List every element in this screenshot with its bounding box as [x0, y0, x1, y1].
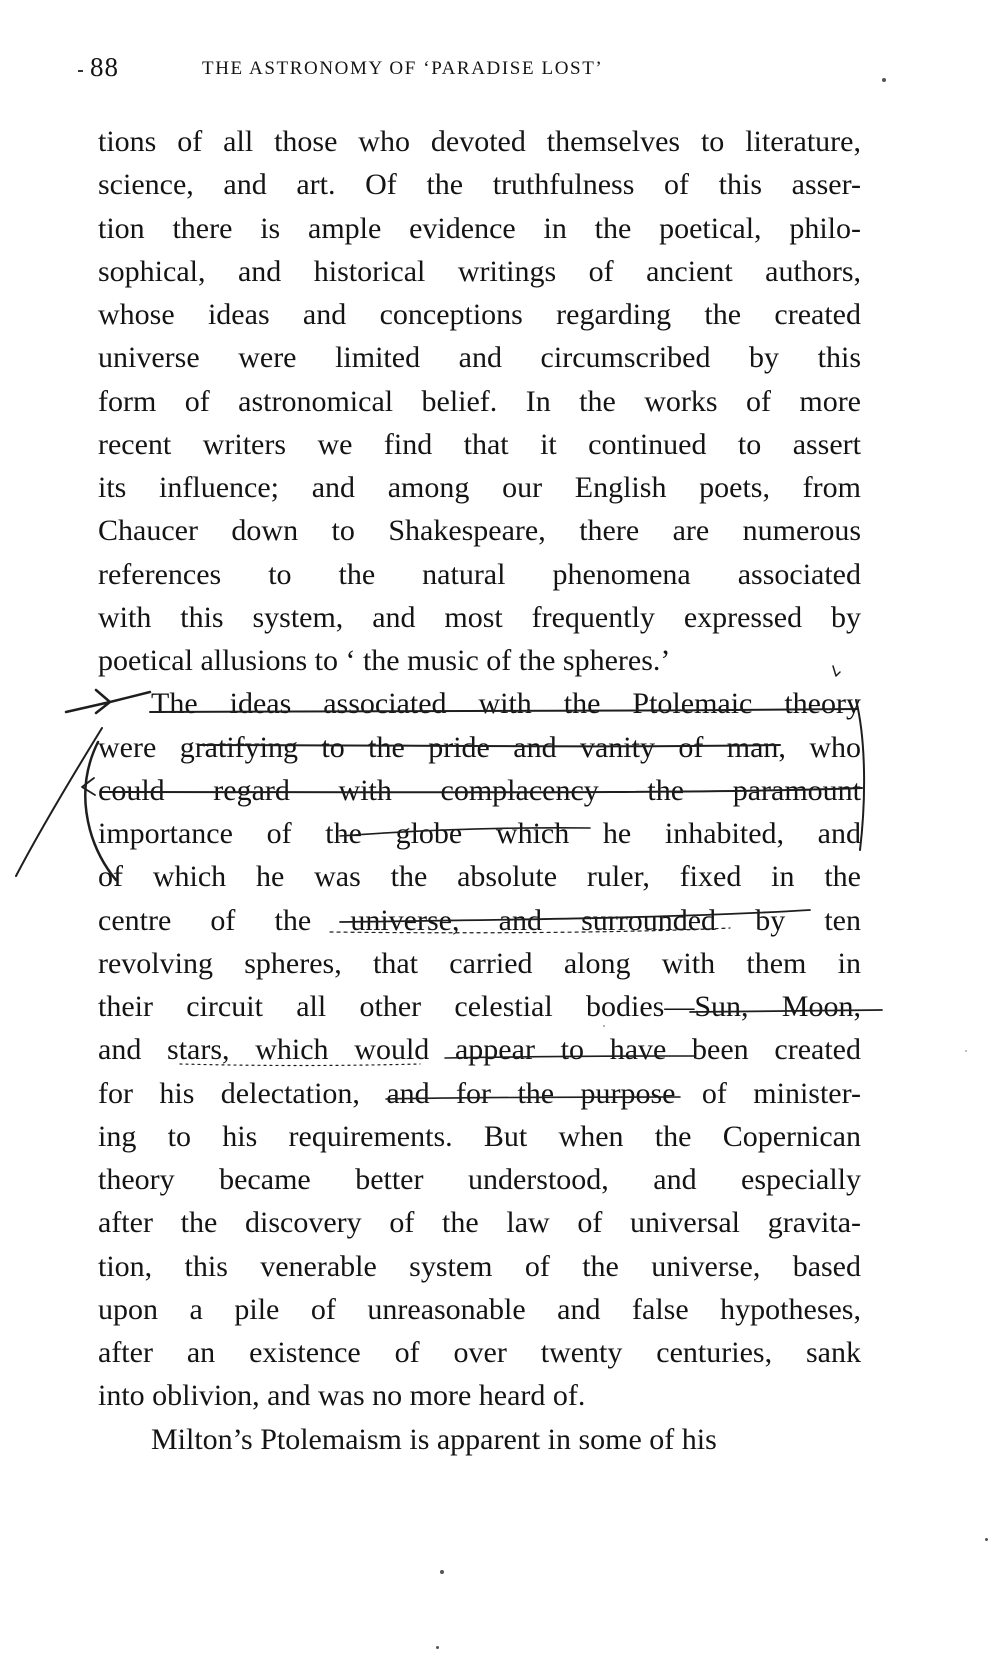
text-line: after the discovery of the law of universal gravita-: [98, 1206, 861, 1240]
text-line: centre of the universe, and surrounded by ten: [98, 903, 861, 937]
text-line: tion, this venerable system of the universe, based: [98, 1249, 861, 1283]
text-line: whose ideas and conceptions regarding the created: [98, 298, 861, 331]
text-line: its influence; and among our English poets, from: [98, 471, 861, 504]
text-line: universe were limited and circumscribed by this: [98, 341, 861, 375]
running-head: [80, 52, 900, 92]
text-line: could regard with complacency the paramount: [98, 773, 861, 807]
margin-tick-mark: [82, 778, 95, 795]
paper-speck: [965, 1050, 967, 1052]
text-line: revolving spheres, that carried along with them in: [98, 946, 861, 980]
text-line: references to the natural phenomena associated: [98, 557, 861, 591]
text-line: tion there is ample evidence in the poetical, philo-: [98, 211, 861, 245]
text-line: theory became better understood, and especially: [98, 1163, 861, 1196]
text-line: were gratifying to the pride and vanity of man, who: [98, 730, 861, 764]
running-title: THE ASTRONOMY OF ‘PARADISE LOST’: [202, 58, 604, 79]
margin-slash-line: [16, 728, 102, 876]
paper-speck: [882, 78, 886, 82]
text-line: after an existence of over twenty centuries, sank: [98, 1336, 861, 1369]
text-line: ing to his requirements. But when the Copernican: [98, 1119, 861, 1153]
text-line: into oblivion, and was no more heard of.: [98, 1379, 586, 1413]
text-line: Milton’s Ptolemaism is apparent in some of his: [151, 1422, 717, 1456]
paper-speck: [985, 1538, 988, 1541]
text-line: science, and art. Of the truthfulness of this asser-: [98, 168, 861, 202]
paper-speck: [436, 1646, 439, 1649]
text-line: for his delectation, and for the purpose of minister-: [98, 1076, 861, 1110]
text-line: their circuit all other celestial bodies—Sun, Moon,: [98, 990, 861, 1023]
paper-speck: [440, 1570, 444, 1574]
text-line: tions of all those who devoted themselves to literature,: [98, 125, 861, 158]
text-line: form of astronomical belief. In the works of more: [98, 384, 861, 418]
text-line: with this system, and most frequently expressed by: [98, 600, 861, 634]
text-line: The ideas associated with the Ptolemaic theory: [151, 687, 861, 721]
page-number-tick-mark: [78, 70, 83, 72]
text-line: of which he was the absolute ruler, fixed in the: [98, 860, 861, 894]
paper-speck: [603, 1025, 605, 1027]
text-line: and stars, which would appear to have been created: [98, 1033, 861, 1067]
page-number: 88: [90, 52, 119, 82]
text-line: sophical, and historical writings of ancient authors,: [98, 254, 861, 288]
body-text: [98, 120, 861, 1461]
text-line: recent writers we find that it continued to assert: [98, 427, 861, 461]
text-line: upon a pile of unreasonable and false hypotheses,: [98, 1292, 861, 1326]
text-line: poetical allusions to ‘ the music of the spheres.’: [98, 644, 671, 677]
text-line: importance of the globe which he inhabited, and: [98, 817, 861, 850]
text-line: Chaucer down to Shakespeare, there are numerous: [98, 514, 861, 548]
